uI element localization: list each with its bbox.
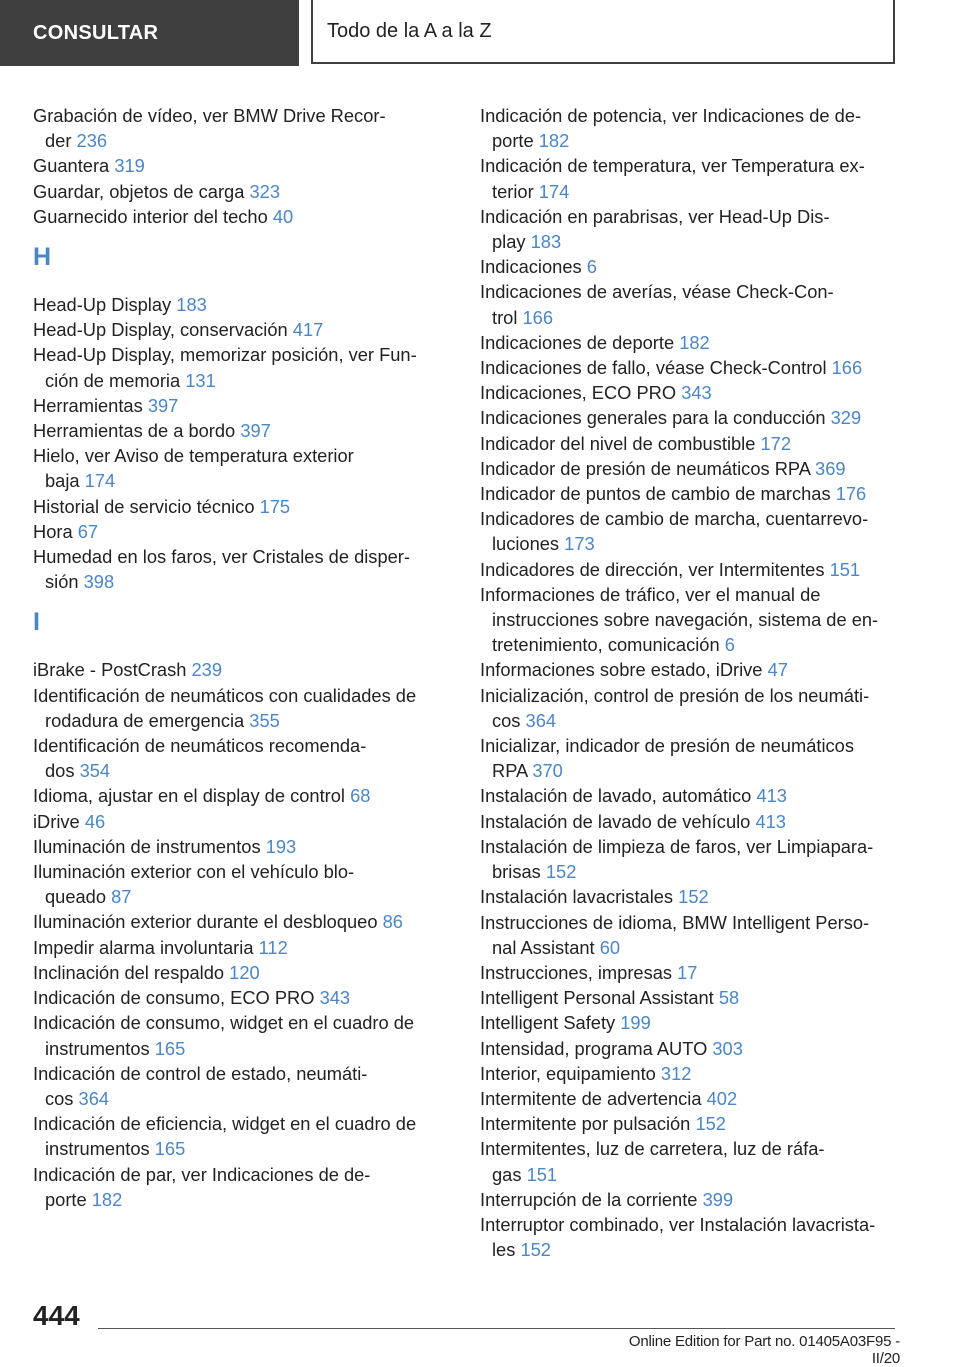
- entry-text: instrucciones sobre navegación, sistema de en-: [492, 609, 879, 631]
- page-reference-link[interactable]: 329: [830, 407, 862, 429]
- entry-text: Intensidad, programa AUTO: [480, 1037, 708, 1059]
- entry-text: Interruptor combinado, ver Instalación lavacrista-: [480, 1213, 876, 1235]
- page-reference-link[interactable]: 6: [586, 256, 597, 278]
- index-entry: [480, 1111, 900, 1136]
- index-entry: [480, 582, 900, 658]
- page-reference-link[interactable]: 355: [249, 709, 280, 731]
- page-reference-link[interactable]: 236: [76, 130, 108, 152]
- entry-text: rodadura de emergencia: [45, 709, 245, 731]
- entry-text: porte: [45, 1188, 87, 1210]
- entry-text: Indicación de consumo, ECO PRO: [33, 987, 315, 1009]
- index-column-left: [33, 103, 438, 1212]
- index-entry: [33, 153, 438, 178]
- index-entry: [480, 960, 900, 985]
- page-reference-link[interactable]: 413: [755, 810, 786, 832]
- entry-text: Inicialización, control de presión de los neumáti-: [480, 684, 870, 706]
- page-reference-link[interactable]: 68: [350, 785, 371, 807]
- entry-text: Informaciones de tráfico, ver el manual de: [480, 583, 821, 605]
- index-entry: [33, 1111, 438, 1161]
- page-reference-link[interactable]: 165: [154, 1138, 186, 1160]
- index-entry: [480, 557, 900, 582]
- entry-text: luciones: [492, 533, 560, 555]
- page-reference-link[interactable]: 58: [718, 987, 740, 1009]
- entry-text: Indicaciones de averías, véase Check-Con-: [480, 281, 834, 303]
- page-reference-link[interactable]: 152: [545, 861, 577, 883]
- entry-text: Head-Up Display, memorizar posición, ver Fun-: [33, 344, 417, 366]
- entry-text: Indicación de temperatura, ver Temperatura ex-: [480, 155, 865, 177]
- page-reference-link[interactable]: 174: [84, 470, 116, 492]
- entry-text: Indicadores de dirección, ver Intermitentes: [480, 558, 825, 580]
- entry-text: Guardar, objetos de carga: [33, 180, 245, 202]
- entry-text: Idioma, ajustar en el display de control: [33, 785, 345, 807]
- page-reference-link[interactable]: 152: [520, 1239, 551, 1261]
- entry-text: baja: [45, 470, 80, 492]
- index-entry: [480, 204, 900, 254]
- index-entry: [33, 494, 438, 519]
- index-entry: [480, 1010, 900, 1035]
- page-reference-link[interactable]: 173: [564, 533, 595, 555]
- index-column-right: [480, 103, 900, 1262]
- index-entry: [33, 179, 438, 204]
- page-reference-link[interactable]: 370: [532, 760, 563, 782]
- index-entry: [480, 809, 900, 834]
- entry-text: Indicaciones de fallo, véase Check-Control: [480, 357, 827, 379]
- page-reference-link[interactable]: 343: [319, 987, 351, 1009]
- entry-text: iBrake - PostCrash: [33, 659, 187, 681]
- entry-text: Indicación de consumo, widget en el cuadro de: [33, 1012, 415, 1034]
- index-entry: [480, 657, 900, 682]
- page-reference-link[interactable]: 131: [185, 369, 216, 391]
- index-entry: [33, 657, 438, 682]
- page-reference-link[interactable]: 343: [681, 382, 712, 404]
- index-entry: [33, 783, 438, 808]
- entry-text: Iluminación exterior con el vehículo blo-: [33, 861, 355, 883]
- entry-text: Instalación de lavado de vehículo: [480, 810, 751, 832]
- index-entry: [33, 103, 438, 153]
- page-reference-link[interactable]: 369: [815, 457, 846, 479]
- index-entry: [33, 342, 438, 392]
- page-reference-link[interactable]: 174: [538, 180, 570, 202]
- entry-text: Instalación lavacristales: [480, 886, 674, 908]
- page-reference-link[interactable]: 176: [835, 483, 867, 505]
- index-entry: [480, 380, 900, 405]
- page-reference-link[interactable]: 199: [620, 1012, 651, 1034]
- page-reference-link[interactable]: 17: [677, 961, 698, 983]
- index-entry: [480, 506, 900, 556]
- entry-text: Indicación en parabrisas, ver Head-Up Dis-: [480, 205, 830, 227]
- page-reference-link[interactable]: 183: [176, 294, 207, 316]
- entry-text: Indicadores de cambio de marcha, cuentarrevo-: [480, 508, 869, 530]
- index-entry: [480, 1136, 900, 1186]
- page-reference-link[interactable]: 402: [706, 1087, 738, 1109]
- index-letter-heading: H: [33, 243, 52, 272]
- index-entry: [480, 733, 900, 783]
- index-entry: [33, 909, 438, 934]
- entry-text: Indicaciones: [480, 256, 582, 278]
- index-entry: [480, 985, 900, 1010]
- page-reference-link[interactable]: 364: [78, 1087, 110, 1109]
- index-entry: [33, 834, 438, 859]
- index-entry: [33, 204, 438, 229]
- index-entry: [33, 985, 438, 1010]
- index-entry: [480, 1036, 900, 1061]
- entry-text: Identificación de neumáticos recomenda-: [33, 735, 367, 757]
- index-entry: [480, 834, 900, 884]
- index-entry: [33, 809, 438, 834]
- entry-text: Humedad en los faros, ver Cristales de disper-: [33, 546, 410, 568]
- entry-text: Indicaciones, ECO PRO: [480, 382, 677, 404]
- index-entry: [480, 431, 900, 456]
- entry-text: Inicializar, indicador de presión de neumáticos: [480, 735, 854, 757]
- page-reference-link[interactable]: 417: [292, 319, 324, 341]
- entry-text: Identificación de neumáticos con cualidades de: [33, 684, 417, 706]
- entry-text: Indicaciones generales para la conducción: [480, 407, 826, 429]
- entry-text: Indicador de presión de neumáticos RPA: [480, 457, 810, 479]
- entry-text: Head-Up Display: [33, 294, 172, 316]
- index-entry: [480, 254, 900, 279]
- entry-text: cos: [45, 1087, 74, 1109]
- index-entry: [33, 443, 438, 493]
- page-reference-link[interactable]: 166: [831, 357, 863, 379]
- page-reference-link[interactable]: 151: [526, 1163, 558, 1185]
- consultar-tab[interactable]: CONSULTAR: [0, 0, 299, 66]
- entry-text: sión: [45, 571, 79, 593]
- entry-text: Indicación de eficiencia, widget en el cuadro de: [33, 1113, 417, 1135]
- index-entry: [480, 279, 900, 329]
- entry-text: Hielo, ver Aviso de temperatura exterior: [33, 445, 354, 467]
- entry-text: les: [492, 1239, 516, 1261]
- entry-text: terior: [492, 180, 534, 202]
- page-reference-link[interactable]: 6: [724, 634, 735, 656]
- index-entry: [33, 393, 438, 418]
- entry-text: gas: [492, 1163, 522, 1185]
- index-entry: [480, 1086, 900, 1111]
- page-reference-link[interactable]: 312: [660, 1062, 692, 1084]
- index-entry: [33, 733, 438, 783]
- index-entry: [33, 292, 438, 317]
- entry-text: Guarnecido interior del techo: [33, 205, 268, 227]
- entry-text: Herramientas de a bordo: [33, 420, 236, 442]
- entry-text: Indicador del nivel de combustible: [480, 432, 756, 454]
- entry-text: trol: [492, 306, 518, 328]
- entry-text: Informaciones sobre estado, iDrive: [480, 659, 763, 681]
- page-reference-link[interactable]: 397: [240, 420, 271, 442]
- page-reference-link[interactable]: 398: [83, 571, 115, 593]
- entry-text: Herramientas: [33, 394, 143, 416]
- page-reference-link[interactable]: 152: [695, 1113, 726, 1135]
- entry-text: Intelligent Safety: [480, 1012, 616, 1034]
- entry-text: Guantera: [33, 155, 110, 177]
- page-reference-link[interactable]: 46: [84, 810, 106, 832]
- page-reference-link[interactable]: 182: [91, 1188, 123, 1210]
- entry-text: Intermitente de advertencia: [480, 1087, 702, 1109]
- page-reference-link[interactable]: 165: [154, 1037, 186, 1059]
- section-title: Todo de la A a la Z: [311, 0, 895, 64]
- index-entry: [33, 544, 438, 594]
- entry-text: porte: [492, 130, 534, 152]
- page-number: 444: [33, 1300, 80, 1331]
- entry-text: brisas: [492, 861, 541, 883]
- entry-text: Instalación de limpieza de faros, ver Limpiapara-: [480, 835, 874, 857]
- entry-text: Grabación de vídeo, ver BMW Drive Recor-: [33, 105, 386, 126]
- index-entry: [33, 960, 438, 985]
- index-entry: [480, 456, 900, 481]
- index-entry: [33, 683, 438, 733]
- entry-text: iDrive: [33, 810, 80, 832]
- page-reference-link[interactable]: 364: [525, 709, 557, 731]
- index-entry: [480, 481, 900, 506]
- index-entry: [33, 317, 438, 342]
- index-entry: [33, 1061, 438, 1111]
- page-reference-link[interactable]: 151: [829, 558, 861, 580]
- page-reference-link[interactable]: 166: [522, 306, 554, 328]
- entry-text: instrumentos: [45, 1138, 150, 1160]
- page-reference-link[interactable]: 323: [249, 180, 280, 202]
- index-entry: [33, 418, 438, 443]
- index-entry: [480, 910, 900, 960]
- page-reference-link[interactable]: 319: [114, 155, 145, 177]
- entry-text: tretenimiento, comunicación: [492, 634, 720, 656]
- page-reference-link[interactable]: 183: [530, 231, 562, 253]
- entry-text: Indicaciones de deporte: [480, 331, 675, 353]
- page-reference-link[interactable]: 87: [111, 886, 132, 908]
- page-reference-link[interactable]: 182: [679, 331, 710, 353]
- entry-text: Intermitente por pulsación: [480, 1113, 691, 1135]
- entry-text: Head-Up Display, conservación: [33, 319, 288, 341]
- page-reference-link[interactable]: 193: [265, 835, 297, 857]
- index-entry: [480, 153, 900, 203]
- page-reference-link[interactable]: 175: [259, 495, 291, 517]
- entry-text: Instalación de lavado, automático: [480, 785, 752, 807]
- page-reference-link[interactable]: 67: [77, 520, 99, 542]
- index-entry: [480, 683, 900, 733]
- entry-text: queado: [45, 886, 107, 908]
- index-entry: [480, 1212, 900, 1262]
- entry-text: Inclinación del respaldo: [33, 961, 225, 983]
- page-reference-link[interactable]: 40: [272, 205, 294, 227]
- entry-text: Iluminación exterior durante el desbloqueo: [33, 911, 378, 933]
- page-header: [0, 0, 960, 66]
- entry-text: Instrucciones, impresas: [480, 961, 673, 983]
- entry-text: Impedir alarma involuntaria: [33, 936, 254, 958]
- page-reference-link[interactable]: 112: [258, 936, 288, 958]
- page-reference-link[interactable]: 47: [767, 659, 788, 681]
- index-entry: [480, 1061, 900, 1086]
- page-reference-link[interactable]: 86: [382, 911, 403, 933]
- entry-text: play: [492, 231, 526, 253]
- entry-text: Interior, equipamiento: [480, 1062, 656, 1084]
- entry-text: Intelligent Personal Assistant: [480, 987, 714, 1009]
- entry-text: Indicador de puntos de cambio de marchas: [480, 483, 831, 505]
- page-reference-link[interactable]: 60: [599, 936, 621, 958]
- index-entry: [480, 783, 900, 808]
- entry-text: Intermitentes, luz de carretera, luz de ráfa-: [480, 1138, 825, 1160]
- index-entry: [480, 355, 900, 380]
- index-entry: [33, 1010, 438, 1060]
- entry-text: Historial de servicio técnico: [33, 495, 255, 517]
- index-entry: [33, 859, 438, 909]
- footer-divider: [98, 1328, 895, 1329]
- page-reference-link[interactable]: 397: [147, 394, 179, 416]
- entry-text: der: [45, 130, 72, 152]
- entry-text: Iluminación de instrumentos: [33, 835, 261, 857]
- page-reference-link[interactable]: 182: [538, 130, 570, 152]
- index-entry: [480, 1187, 900, 1212]
- entry-text: Hora: [33, 520, 73, 542]
- entry-text: Indicación de potencia, ver Indicaciones de de-: [480, 105, 862, 126]
- entry-text: Indicación de par, ver Indicaciones de de-: [33, 1163, 371, 1185]
- entry-text: cos: [492, 709, 521, 731]
- page-reference-link[interactable]: 172: [760, 432, 792, 454]
- index-entry: [480, 884, 900, 909]
- entry-text: instrumentos: [45, 1037, 150, 1059]
- index-entry: [480, 330, 900, 355]
- entry-text: Indicación de control de estado, neumáti-: [33, 1062, 368, 1084]
- page-reference-link[interactable]: 303: [712, 1037, 743, 1059]
- page-reference-link[interactable]: 239: [191, 659, 223, 681]
- footer-edition-text: Online Edition for Part no. 01405A03F95 - II/20: [628, 1333, 900, 1367]
- index-entry: [480, 405, 900, 430]
- index-entry: [480, 103, 900, 153]
- entry-text: nal Assistant: [492, 936, 595, 958]
- entry-text: Interrupción de la corriente: [480, 1188, 698, 1210]
- page-reference-link[interactable]: 354: [79, 760, 111, 782]
- index-entry: [33, 935, 438, 960]
- index-letter-heading: I: [33, 608, 40, 637]
- entry-text: Instrucciones de idioma, BMW Intelligent Perso-: [480, 911, 870, 933]
- entry-text: RPA: [492, 760, 528, 782]
- entry-text: dos: [45, 760, 75, 782]
- page-reference-link[interactable]: 120: [229, 961, 260, 983]
- index-entry: [33, 519, 438, 544]
- entry-text: ción de memoria: [45, 369, 181, 391]
- page-reference-link[interactable]: 152: [678, 886, 709, 908]
- page-reference-link[interactable]: 413: [756, 785, 787, 807]
- index-entry: [33, 1162, 438, 1212]
- page-reference-link[interactable]: 399: [702, 1188, 734, 1210]
